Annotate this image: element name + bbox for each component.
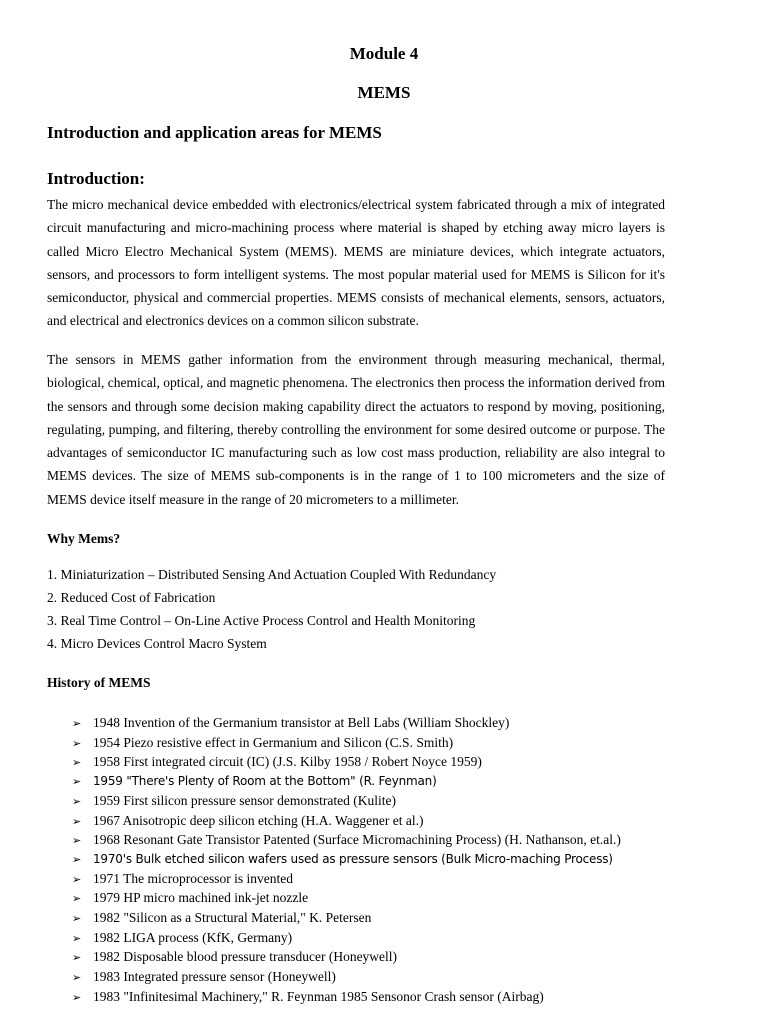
history-entry: 1982 Disposable blood pressure transducer (Honeywell) [93, 949, 398, 965]
arrow-bullet-icon: ➢ [72, 932, 82, 945]
arrow-bullet-icon: ➢ [72, 776, 82, 789]
arrow-bullet-icon: ➢ [72, 853, 82, 866]
arrow-bullet-icon: ➢ [72, 718, 82, 730]
why-mems-list [47, 563, 496, 655]
history-entry: 1954 Piezo resistive effect in Germanium and Silicon (C.S. Smith) [93, 734, 454, 750]
arrow-bullet-icon: ➢ [72, 952, 82, 965]
list-item [72, 714, 621, 734]
history-entry: 1958 First integrated circuit (IC) (J.S. Kilby 1958 / Robert Noyce 1959) [93, 754, 482, 770]
history-entry: 1971 The microprocessor is invented [93, 870, 293, 886]
why-mems-heading: Why Mems? [47, 531, 121, 546]
list-item [72, 753, 621, 773]
history-entry: 1948 Invention of the Germanium transistor at Bell Labs (William Shockley) [93, 715, 510, 730]
arrow-bullet-icon: ➢ [72, 893, 82, 906]
list-item [72, 870, 621, 890]
arrow-bullet-icon: ➢ [72, 873, 82, 886]
list-item [72, 909, 621, 929]
section-heading: Introduction and application areas for MEMS [47, 123, 382, 142]
arrow-bullet-icon: ➢ [72, 991, 82, 1004]
topic-title: MEMS [357, 83, 411, 102]
history-entry: 1959 First silicon pressure sensor demonstrated (Kulite) [93, 792, 396, 808]
history-entry: 1968 Resonant Gate Transistor Patented (Surface Micromachining Process) (H. Nathanson, et.al.) [93, 832, 621, 848]
arrow-bullet-icon: ➢ [72, 835, 82, 848]
history-entry: 1967 Anisotropic deep silicon etching (H.A. Waggener et al.) [93, 812, 424, 828]
arrow-bullet-icon: ➢ [72, 972, 82, 985]
arrow-bullet-icon: ➢ [72, 757, 82, 770]
list-item [72, 812, 621, 832]
history-entry: 1979 HP micro machined ink-jet nozzle [93, 890, 309, 906]
list-item [72, 988, 621, 1008]
list-item: 2. Reduced Cost of Fabrication [47, 590, 216, 605]
module-title: Module 4 [349, 44, 419, 63]
paragraph-sensors: The sensors in MEMS gather information from the environment through measuring mechanical, thermal, biological, chemical, optical, and magnetic phenomena. The electronics then process the information derived from the sensors and through some decision making capability direct the actuators to respond by moving, positioning, regulating, pumping, and filtering, thereby controlling the environment for some desired outcome or purpose. The advantages of semiconductor IC manufacturing such as low cost mass production, reliability are also integral to MEMS devices. The size of MEMS sub-components is in the range of 1 to 100 micrometers and the size of MEMS device itself measure in the range of 20 micrometers to a millimeter. [47, 352, 665, 507]
list-item: 4. Micro Devices Control Macro System [47, 636, 267, 651]
list-item [72, 734, 621, 754]
history-entry: 1959 "There's Plenty of Room at the Bottom" (R. Feynman) [93, 774, 437, 789]
list-item [72, 851, 621, 870]
arrow-bullet-icon: ➢ [72, 795, 82, 808]
history-entry: 1983 "Infinitesimal Machinery," R. Feynman 1985 Sensonor Crash sensor (Airbag) [93, 988, 544, 1004]
history-heading: History of MEMS [47, 675, 151, 690]
introduction-heading: Introduction: [47, 169, 145, 188]
list-item [72, 792, 621, 812]
list-item [72, 889, 621, 909]
list-item: 1. Miniaturization – Distributed Sensing And Actuation Coupled With Redundancy [47, 567, 497, 582]
list-item [72, 929, 621, 949]
history-entry: 1982 "Silicon as a Structural Material," K. Petersen [93, 910, 372, 926]
list-item [72, 773, 621, 792]
paragraph-introduction: The micro mechanical device embedded with electronics/electrical system fabricated through a mix of integrated circuit manufacturing and micro-machining process where material is shaped by etching away micro layers is called Micro Electro Mechanical System (MEMS). MEMS are miniature devices, which integrate actuators, sensors, and processors to form intelligent systems. The most popular material used for MEMS is Silicon for it's semiconductor, physical and commercial properties. MEMS consists of mechanical elements, sensors, actuators, and electrical and electronics devices on a common silicon substrate. [47, 197, 665, 329]
list-item [72, 968, 621, 988]
list-item: 3. Real Time Control – On-Line Active Process Control and Health Monitoring [47, 613, 476, 628]
arrow-bullet-icon: ➢ [72, 913, 82, 926]
arrow-bullet-icon: ➢ [72, 737, 82, 750]
history-list [72, 714, 621, 1008]
history-entry: 1983 Integrated pressure sensor (Honeywell) [93, 969, 336, 985]
history-entry: 1970's Bulk etched silicon wafers used as pressure sensors (Bulk Micro-maching Process) [93, 851, 613, 866]
arrow-bullet-icon: ➢ [72, 815, 82, 828]
list-item [72, 948, 621, 968]
list-item [72, 831, 621, 851]
history-entry: 1982 LIGA process (KfK, Germany) [93, 929, 293, 945]
